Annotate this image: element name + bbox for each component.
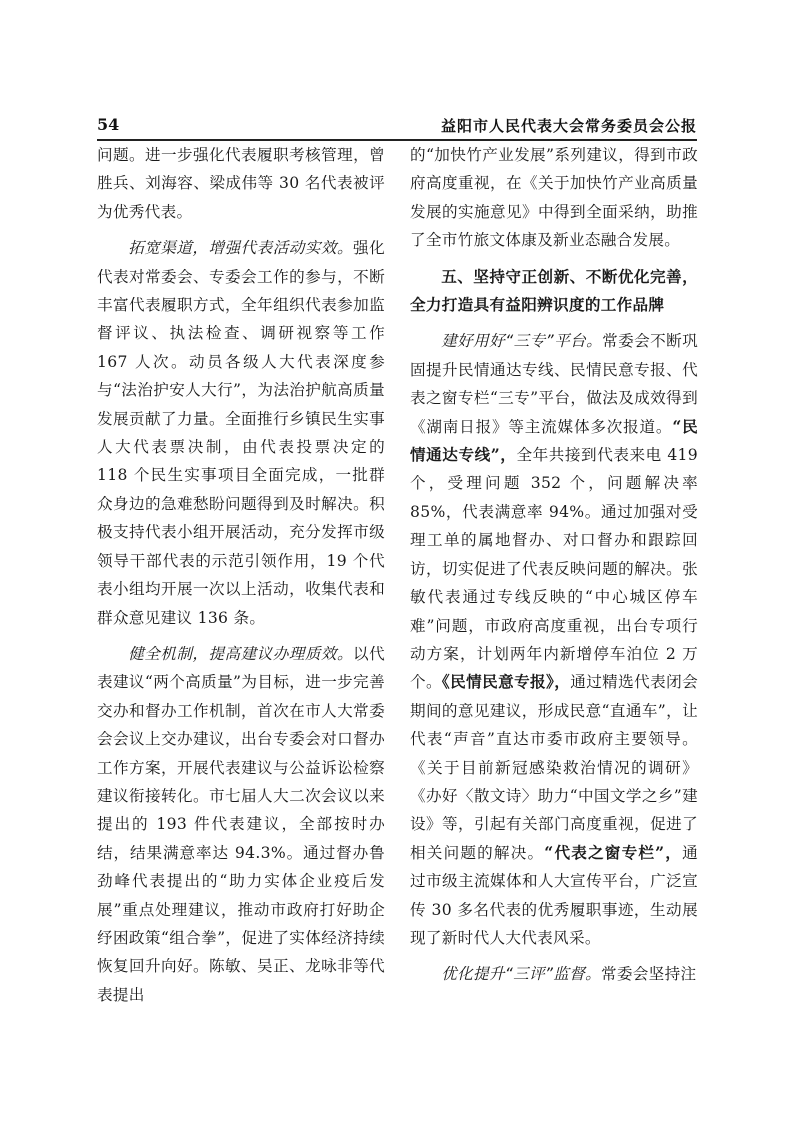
paragraph-text: 常委会不断巩固提升民情通达专线、民情民意专报、代表之窗专栏“三专”平台，做法及成效得到《湖南日报》等主流媒体多次报道。 xyxy=(410,332,698,436)
bold-term: “代表之窗专栏”， xyxy=(544,842,683,862)
left-column xyxy=(97,141,385,1017)
paragraph-lead: 健全机制，提高建议办理质效。 xyxy=(128,644,354,663)
paragraph-lead: 建好用好“三专”平台。 xyxy=(441,332,603,351)
paragraph-text: 通过市级主流媒体和人大宣传平台，广泛宣传 30 多名代表的优秀履职事迹，生动展现了新时代人大代表风采。 xyxy=(410,843,698,947)
bold-term: “民情通达专线”， xyxy=(410,416,698,465)
journal-title: 益阳市人民代表大会常务委员会公报 xyxy=(440,117,697,135)
bold-term: 《民情民意专报》， xyxy=(441,672,571,692)
paragraph-text: 通过精选代表闭会期间的意见建议，形成民意“直通车”，让代表“声音”直达市委市政府主要领导。《关于目前新冠感染救治情况的调研》《办好〈散文诗〉助力“中国文学之乡”建设》等，引起有关部门高度重视，促进了相关问题的解决。 xyxy=(410,673,698,862)
paragraph-text: 的“加快竹产业发展”系列建议，得到市政府高度重视，在《关于加快竹产业高质量发展的实施意见》中得到全面采纳，助推了全市竹旅文体康及新业态融合发展。 xyxy=(410,146,698,250)
paragraph xyxy=(97,640,385,1009)
paragraph-text: 问题。进一步强化代表履职考核管理，曾胜兵、刘海容、梁成伟等 30 名代表被评为优秀代表。 xyxy=(97,146,385,221)
paragraph-text: 以代表建议“两个高质量”为目标，进一步完善交办和督办工作机制，首次在市人大常委会会议上交办建议，出台专委会对口督办工作方案，开展代表建议与公益诉讼检察建议衔接转化。市七届人大二次会议以来提出的 193 件代表建议，全部按时办结，结果满意率达 94.3%。通过督办鲁劲峰代表提出的“助力实体企业疫后发展”重点处理建议，推动市政府打好助企纾困政策“组合拳”，促进了实体经济持续恢复回升向好。陈敏、吴正、龙咏非等代表提出 xyxy=(97,644,386,1004)
paragraph-lead: 拓宽渠道，增强代表活动实效。 xyxy=(128,239,354,258)
paragraph xyxy=(410,327,698,952)
paragraph xyxy=(410,141,698,255)
page-number: 54 xyxy=(97,115,120,134)
paragraph-lead: 优化提升“三评”监督。 xyxy=(441,965,601,984)
paragraph xyxy=(97,234,385,632)
paragraph-text: 全年共接到代表来电 419 个，受理问题 352 个，问题解决率 85%，代表满意率 94%。通过加强对受理工单的属地督办、对口督办和跟踪回访，切实促进了代表反映问题的解决。张敏代表通过专线反映的“中心城区停车难”问题，市政府高度重视，出台专项行动方案，计划两年内新增停车泊位 2 万个。 xyxy=(410,446,699,692)
section-heading: 五、坚持守正创新、不断优化完善，全力打造具有益阳辨识度的工作品牌 xyxy=(410,267,698,315)
paragraph-text: 常委会坚持注 xyxy=(601,965,697,984)
right-column xyxy=(410,141,698,997)
paragraph-text: 强化代表对常委会、专委会工作的参与，不断丰富代表履职方式，全年组织代表参加监督评议、执法检查、调研视察等工作 167 人次。动员各级人大代表深度参与“法治护安人大行”，为法治护航高质量发展贡献了力量。全面推行乡镇民生实事人大代表票决制，由代表投票决定的 118 个民生实事项目全面完成，一批群众身边的急难愁盼问题得到及时解决。积极支持代表小组开展活动，充分发挥市级领导干部代表的示范引领作用，19 个代表小组均开展一次以上活动，收集代表和群众意见建议 136 条。 xyxy=(97,239,386,627)
paragraph xyxy=(410,960,698,988)
paragraph xyxy=(97,141,385,226)
